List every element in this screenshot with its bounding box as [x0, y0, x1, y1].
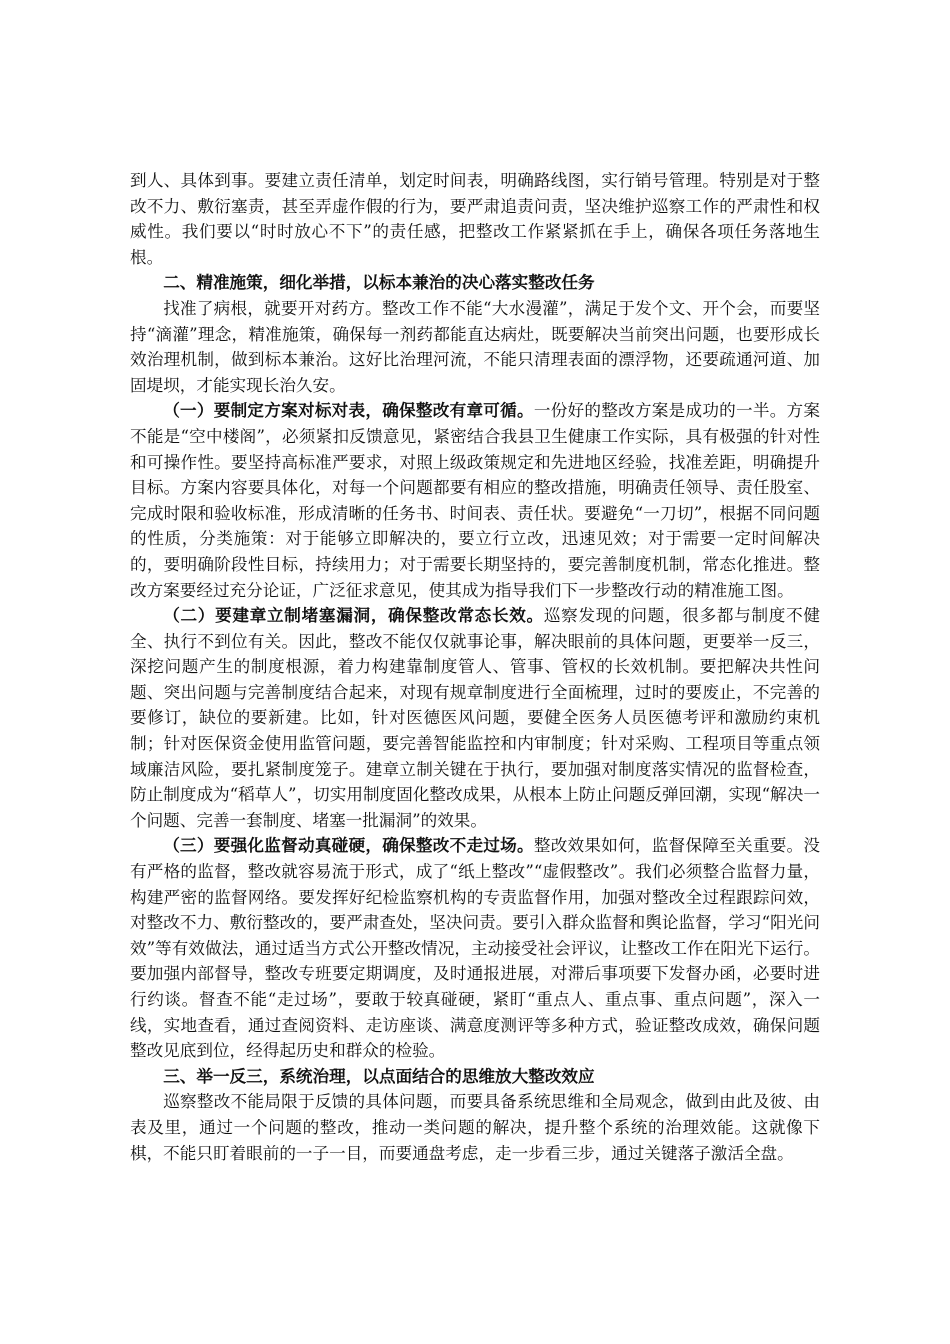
paragraph-section-3: 巡察整改不能局限于反馈的具体问题，而要具备系统思维和全局观念，做到由此及彼、由表及里，通过一个问题的整改，推动一类问题的解决，提升整个系统的治理效能。这就像下棋，不能只盯着眼前的一子一目，而要通盘考虑，走一步看三步，通过关键落子激活全盘。 — [130, 1092, 820, 1163]
section-heading-3: 三、举一反三，系统治理，以点面结合的思维放大整改效应 — [163, 1065, 595, 1086]
subsection-3 — [130, 833, 820, 1063]
subsection-2 — [130, 603, 820, 833]
subsection-2-body: 巡察发现的问题，很多都与制度不健全、执行不到位有关。因此，整改不能仅仅就事论事，解决眼前的具体问题，更要举一反三，深挖问题产生的制度根源，着力构建靠制度管人、管事、管权的长效机制。要把解决共性问题、突出问题与完善制度结合起来，对现有规章制度进行全面梳理，过时的要废止，不完善的要修订，缺位的要新建。比如，针对医德医风问题，要健全医务人员医德考评和激励约束机制；针对医保资金使用监管问题，要完善智能监控和内审制度；针对采购、工程项目等重点领域廉洁风险，要扎紧制度笼子。建章立制关键在于执行，要加强对制度落实情况的监督检查，防止制度成为“稻草人”，切实用制度固化整改成果，从根本上防止问题反弹回潮，实现“解决一个问题、完善一套制度、堵塞一批漏洞”的效果。 — [130, 606, 821, 830]
document-body — [130, 168, 820, 1166]
subsection-3-body: 整改效果如何，监督保障至关重要。没有严格的监督，整改就容易流于形式，成了“纸上整改”“虚假整改”。我们必须整合监督力量，构建严密的监督网络。要发挥好纪检监察机构的专责监督作用，加强对整改全过程跟踪问效，对整改不力、敷衍整改的，要严肃查处，坚决问责。要引入群众监督和舆论监督，学习“阳光问效”等有效做法，通过适当方式公开整改情况，主动接受社会评议，让整改工作在阳光下运行。要加强内部督导，整改专班要定期调度，及时通报进展，对滞后事项要下发督办函，必要时进行约谈。督查不能“走过场”，要敢于较真碰硬，紧盯“重点人、重点事、重点问题”，深入一线，实地查看，通过查阅资料、走访座谈、满意度测评等多种方式，验证整改成效，确保问题整改见底到位，经得起历史和群众的检验。 — [130, 836, 821, 1061]
subsection-1-lead: （一）要制定方案对标对表，确保整改有章可循。 — [163, 400, 534, 421]
subsection-2-lead: （二）要建章立制堵塞漏洞，确保整改常态长效。 — [163, 605, 544, 626]
section-heading-2: 二、精准施策，细化举措，以标本兼治的决心落实整改任务 — [163, 272, 595, 293]
subsection-1-body: 一份好的整改方案是成功的一半。方案不能是“空中楼阁”，必须紧扣反馈意见，紧密结合我县卫生健康工作实际，具有极强的针对性和可操作性。要坚持高标准严要求，对照上级政策规定和先进地区经验，找准差距，明确提升目标。方案内容要具体化，对每一个问题都要有相应的整改措施，明确责任领导、责任股室、完成时限和验收标准，形成清晰的任务书、时间表、责任状。要避免“一刀切”，根据不同问题的性质，分类施策：对于能够立即解决的，要立行立改，迅速见效；对于需要一定时间解决的，要明确阶段性目标，持续用力；对于需要长期坚持的，要完善制度机制，常态化推进。整改方案要经过充分论证，广泛征求意见，使其成为指导我们下一步整改行动的精准施工图。 — [130, 401, 821, 600]
subsection-1 — [130, 398, 820, 603]
subsection-3-lead: （三）要强化监督动真碰硬，确保整改不走过场。 — [163, 835, 534, 856]
paragraph-intro: 到人、具体到事。要建立责任清单，划定时间表，明确路线图，实行销号管理。特别是对于整改不力、敷衍塞责，甚至弄虚作假的行为，要严肃追责问责，坚决维护巡察工作的严肃性和权威性。我们要以“时时放心不下”的责任感，把整改工作紧紧抓在手上，确保各项任务落地生根。 — [130, 171, 820, 267]
paragraph-section-2: 找准了病根，就要开对药方。整改工作不能“大水漫灌”，满足于发个文、开个会，而要坚持“滴灌”理念，精准施策，确保每一剂药都能直达病灶，既要解决当前突出问题，也要形成长效治理机制，做到标本兼治。这好比治理河流，不能只清理表面的漂浮物，还要疏通河道、加固堤坝，才能实现长治久安。 — [130, 298, 820, 395]
